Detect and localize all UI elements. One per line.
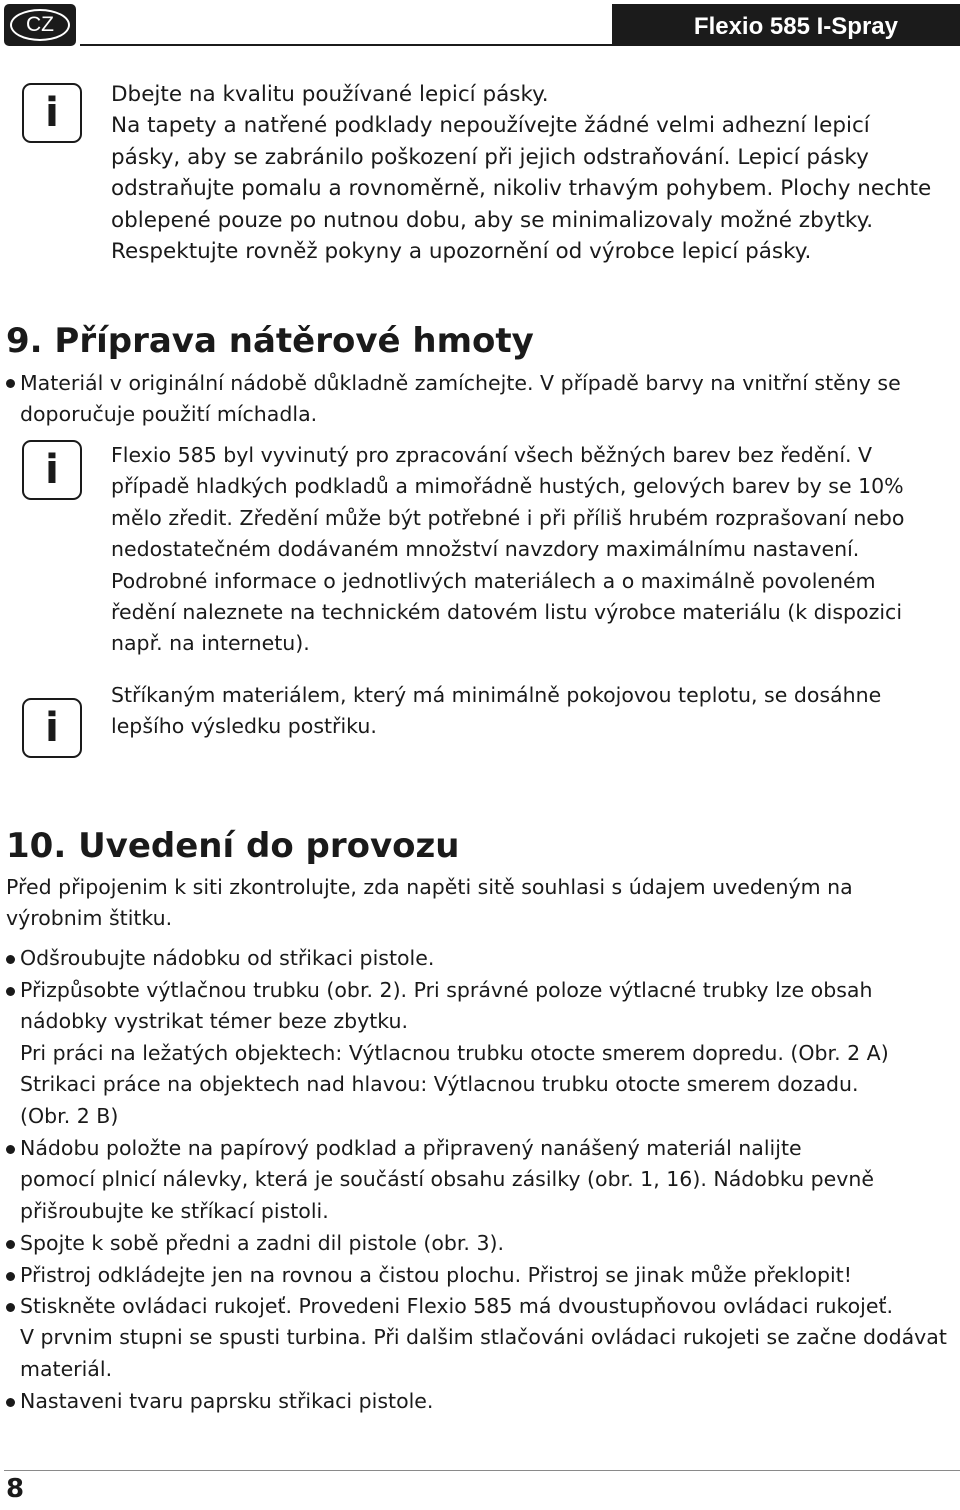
note-line: případě hladkých podkladů a mimořádně hustých, gelových barev by se 10%	[111, 474, 904, 499]
section-heading: 10. Uvedení do provozu	[6, 826, 460, 866]
bullet-line: nádobky vystrikat témer beze zbytku.	[20, 1009, 409, 1034]
bullet-item	[20, 943, 434, 974]
note-line: Dbejte na kvalitu používané lepicí pásky.	[111, 82, 549, 107]
bullet-line: Stiskněte ovládaci rukojeť. Provedeni Flexio 585 má dvoustupňovou ovládaci rukojeť.	[20, 1294, 894, 1318]
note-tape	[111, 79, 931, 267]
bullet-line: Přistroj odkládejte jen na rovnou a čistou plochu. Přistroj se jinak může překlopit!	[20, 1263, 852, 1287]
bullet-line: Materiál v originální nádobě důkladně zamíchejte. V případě barvy na vnitřní stěny se	[20, 371, 901, 395]
note-dilution	[111, 440, 904, 660]
bullet-item	[20, 1260, 852, 1291]
bullet-marker	[6, 1145, 15, 1154]
note-line: Na tapety a natřené podklady nepoužívejte žádné velmi adhezní lepicí	[111, 113, 870, 139]
note-line: ředění naleznete na technickém datovém listu výrobce materiálu (k dispozici	[111, 600, 903, 625]
product-title-box	[612, 4, 960, 46]
bullet-line: přišroubujte ke stříkací pistoli.	[20, 1198, 329, 1223]
bullet-line: pomocí plnicí nálevky, která je součástí obsahu zásilky (obr. 1, 16). Nádobku pevně	[20, 1167, 874, 1192]
footer-rule	[4, 1470, 960, 1471]
bullet-item	[20, 1291, 947, 1385]
note-line: pásky, aby se zabránilo poškození při jejich odstraňování. Lepicí pásky	[111, 144, 869, 170]
note-line: oblepené pouze po nutnou dobu, aby se minimalizovaly možné zbytky.	[111, 207, 874, 233]
bullet-line: Odšroubujte nádobku od střikaci pistole.	[20, 946, 435, 970]
bullet-line: Nastaveni tvaru paprsku střikaci pistole.	[20, 1389, 434, 1413]
note-line: lepšího výsledku postřiku.	[111, 714, 377, 739]
bullet-line: Strikaci práce na objektech nad hlavou: Výtlacnou trubku otocte smerem dozadu.	[20, 1072, 859, 1097]
bullet-item	[20, 368, 901, 431]
paragraph-line: Před připojenim k siti zkontrolujte, zda napěti sitě souhlasi s údajem uvedeným na	[6, 875, 853, 899]
bullet-marker	[6, 379, 15, 388]
bullet-line: V prvnim stupni se spusti turbina. Při dalšim stlačováni ovládaci rukojeti se začne dodávat	[20, 1325, 947, 1350]
bullet-line: Pri práci na ležatých objektech: Výtlacnou trubku otocte smerem dopredu. (Obr. 2 A)	[20, 1040, 889, 1065]
note-temperature	[111, 680, 881, 743]
bullet-marker	[6, 1398, 15, 1407]
info-icon: i	[22, 698, 82, 758]
bullet-marker	[6, 987, 15, 996]
bullet-line: Nádobu položte na papírový podklad a připravený nanášený materiál nalijte	[20, 1136, 802, 1160]
note-line: např. na internetu).	[111, 631, 310, 656]
section-heading: 9. Příprava nátěrové hmoty	[6, 321, 534, 361]
bullet-marker	[6, 1240, 15, 1249]
note-line: Stříkaným materiálem, který má minimálně pokojovou teplotu, se dosáhne	[111, 683, 882, 707]
info-icon: i	[22, 440, 82, 500]
language-badge	[4, 4, 76, 46]
note-line: Flexio 585 byl vyvinutý pro zpracování všech běžných barev bez ředění. V	[111, 443, 873, 467]
bullet-item	[20, 1133, 874, 1227]
note-line: nedostatečném dodávaném množství navzdory maximálnímu nastavení.	[111, 537, 860, 562]
note-line: Podrobné informace o jednotlivých materiálech a o maximálně povoleném	[111, 568, 876, 593]
product-title: Flexio 585 I-Spray	[693, 13, 898, 40]
note-line: mělo zředit. Zředění může být potřebné i při příliš hrubém rozprašovaní nebo	[111, 505, 905, 530]
bullet-marker	[6, 1303, 15, 1312]
bullet-line: (Obr. 2 B)	[20, 1103, 119, 1128]
bullet-marker	[6, 955, 15, 964]
bullet-item	[20, 1228, 504, 1259]
info-icon: i	[22, 83, 82, 143]
bullet-line: doporučuje použití míchadla.	[20, 402, 318, 427]
paragraph-line: výrobnim štitku.	[6, 906, 173, 931]
bullet-line: Přizpůsobte výtlačnou trubku (obr. 2). Pri správné poloze výtlacné trubky lze obsah	[20, 978, 873, 1002]
note-line: Respektujte rovněž pokyny a upozornění od výrobce lepicí pásky.	[111, 239, 812, 265]
note-line: odstraňujte pomalu a rovnoměrně, nikoliv trhavým pohybem. Plochy nechte	[111, 176, 932, 202]
bullet-marker	[6, 1272, 15, 1281]
bullet-item	[20, 1386, 433, 1417]
bullet-item	[20, 975, 889, 1132]
bullet-line: Spojte k sobě předni a zadni dil pistole (obr. 3).	[20, 1231, 505, 1255]
page-number: 8	[6, 1474, 25, 1504]
language-code: CZ	[10, 9, 70, 41]
intro-paragraph	[6, 872, 853, 935]
bullet-line: materiál.	[20, 1356, 113, 1381]
